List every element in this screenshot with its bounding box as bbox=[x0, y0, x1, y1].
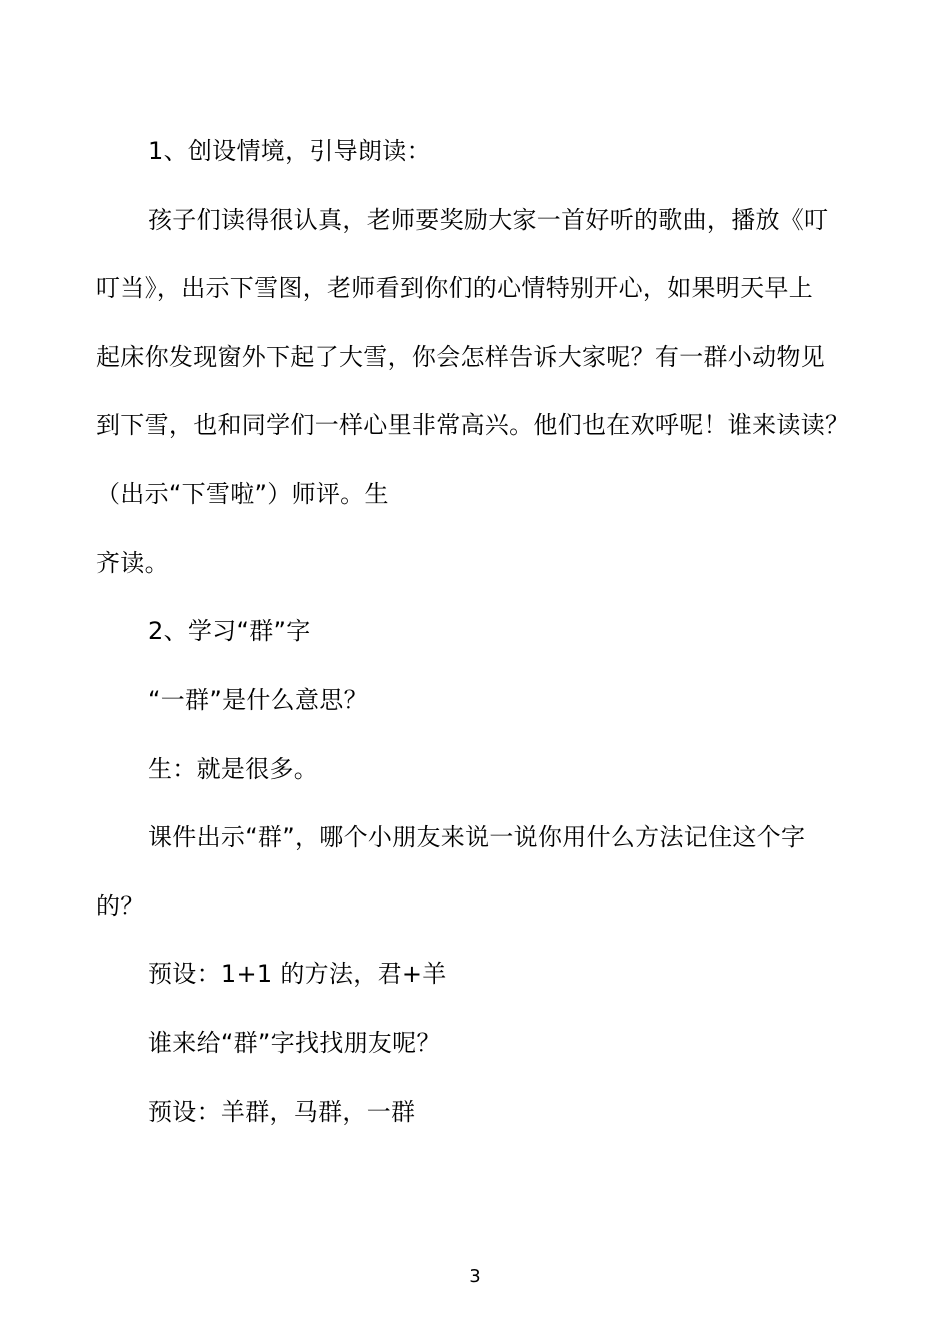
paragraph-line: （出示“下雪啦”）师评。生 bbox=[96, 480, 389, 508]
page-number: 3 bbox=[469, 1266, 481, 1287]
paragraph-line: 齐读。 bbox=[96, 549, 169, 577]
paragraph-line: 的？ bbox=[96, 892, 145, 920]
paragraph-line: 到下雪，也和同学们一样心里非常高兴。他们也在欢呼呢！谁来读读？ bbox=[96, 411, 850, 439]
paragraph-line: 课件出示“群”，哪个小朋友来说一说你用什么方法记住这个字 bbox=[148, 823, 806, 851]
paragraph-line: 预设：1+1 的方法，君+羊 bbox=[148, 960, 447, 988]
paragraph-line: 起床你发现窗外下起了大雪，你会怎样告诉大家呢？有一群小动物见 bbox=[96, 343, 825, 371]
paragraph-line: 叮当》，出示下雪图，老师看到你们的心情特别开心，如果明天早上 bbox=[96, 274, 813, 302]
paragraph-line: 谁来给“群”字找找朋友呢？ bbox=[148, 1029, 441, 1057]
section-heading-1: 1、创设情境，引导朗读： bbox=[148, 137, 431, 165]
paragraph-line: 孩子们读得很认真，老师要奖励大家一首好听的歌曲，播放《叮 bbox=[148, 206, 829, 234]
paragraph-line: 预设：羊群，马群，一群 bbox=[148, 1098, 416, 1126]
paragraph-line: 生：就是很多。 bbox=[148, 755, 319, 783]
section-heading-2: 2、学习“群”字 bbox=[148, 617, 311, 645]
paragraph-line: “一群”是什么意思？ bbox=[148, 686, 368, 714]
